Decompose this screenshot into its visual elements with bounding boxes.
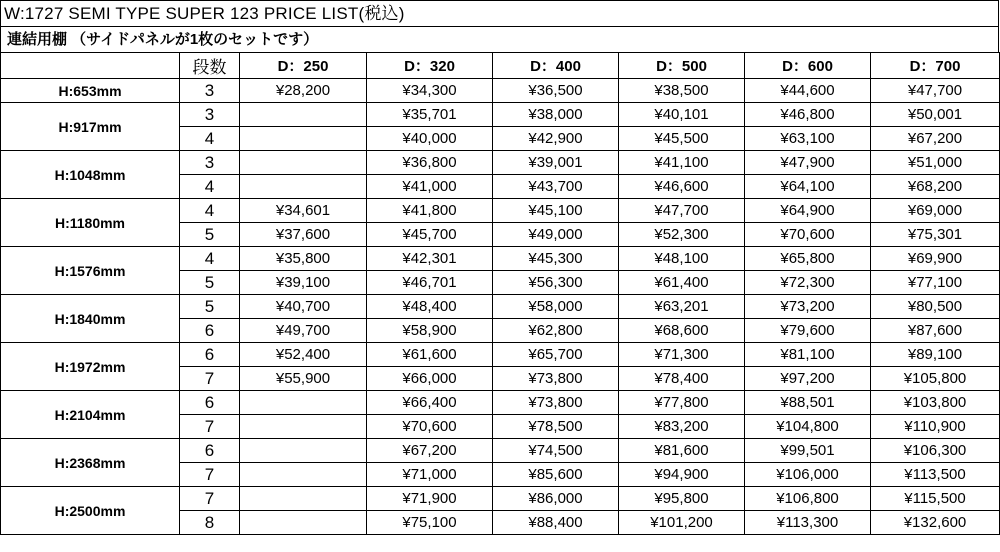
height-label-cell: H:2500mm — [1, 487, 180, 535]
price-cell: ¥97,200 — [745, 367, 871, 391]
price-cell — [240, 175, 367, 199]
price-cell: ¥106,300 — [871, 439, 1000, 463]
table-row — [1, 439, 1000, 463]
height-label-cell: H:1180mm — [1, 199, 180, 247]
depth-column-header: D：250 — [240, 53, 367, 79]
price-table-body — [1, 79, 1000, 535]
stage-count-cell: 7 — [180, 367, 240, 391]
price-cell: ¥132,600 — [871, 511, 1000, 535]
price-cell: ¥40,000 — [367, 127, 493, 151]
price-cell: ¥77,100 — [871, 271, 1000, 295]
stage-count-cell: 4 — [180, 247, 240, 271]
price-cell: ¥106,800 — [745, 487, 871, 511]
table-row — [1, 199, 1000, 223]
stage-count-cell: 8 — [180, 511, 240, 535]
price-cell: ¥47,700 — [871, 79, 1000, 103]
price-cell — [240, 127, 367, 151]
price-cell: ¥35,701 — [367, 103, 493, 127]
stage-count-cell: 3 — [180, 103, 240, 127]
table-row — [1, 391, 1000, 415]
table-row — [1, 151, 1000, 175]
price-cell: ¥49,700 — [240, 319, 367, 343]
price-cell: ¥83,200 — [619, 415, 745, 439]
price-cell: ¥73,200 — [745, 295, 871, 319]
price-table — [0, 52, 1000, 535]
price-cell: ¥64,100 — [745, 175, 871, 199]
price-cell: ¥72,300 — [745, 271, 871, 295]
price-cell: ¥47,900 — [745, 151, 871, 175]
price-cell: ¥95,800 — [619, 487, 745, 511]
table-row — [1, 487, 1000, 511]
price-cell: ¥48,400 — [367, 295, 493, 319]
price-cell: ¥45,700 — [367, 223, 493, 247]
price-cell: ¥99,501 — [745, 439, 871, 463]
price-cell: ¥36,800 — [367, 151, 493, 175]
price-cell: ¥41,100 — [619, 151, 745, 175]
price-cell: ¥71,900 — [367, 487, 493, 511]
price-cell: ¥56,300 — [493, 271, 619, 295]
price-cell: ¥81,100 — [745, 343, 871, 367]
height-label-cell: H:1048mm — [1, 151, 180, 199]
price-cell: ¥66,400 — [367, 391, 493, 415]
price-cell: ¥44,600 — [745, 79, 871, 103]
price-cell: ¥115,500 — [871, 487, 1000, 511]
price-cell: ¥87,600 — [871, 319, 1000, 343]
price-cell: ¥40,101 — [619, 103, 745, 127]
price-cell: ¥110,900 — [871, 415, 1000, 439]
table-row — [1, 343, 1000, 367]
stage-count-cell: 5 — [180, 223, 240, 247]
price-cell — [240, 439, 367, 463]
price-cell: ¥65,700 — [493, 343, 619, 367]
height-column-header — [1, 53, 180, 79]
price-list-title: W:1727 SEMI TYPE SUPER 123 PRICE LIST(税込) — [0, 0, 999, 26]
price-cell: ¥86,000 — [493, 487, 619, 511]
stage-count-cell: 7 — [180, 487, 240, 511]
stage-count-cell: 3 — [180, 79, 240, 103]
depth-column-header: D：700 — [871, 53, 1000, 79]
height-label-cell: H:2368mm — [1, 439, 180, 487]
price-cell: ¥36,500 — [493, 79, 619, 103]
stage-count-cell: 3 — [180, 151, 240, 175]
header-row — [1, 53, 1000, 79]
price-cell: ¥41,000 — [367, 175, 493, 199]
price-cell: ¥68,200 — [871, 175, 1000, 199]
price-cell: ¥40,700 — [240, 295, 367, 319]
price-cell — [240, 511, 367, 535]
stage-count-cell: 5 — [180, 271, 240, 295]
price-cell: ¥94,900 — [619, 463, 745, 487]
price-cell: ¥101,200 — [619, 511, 745, 535]
price-cell: ¥58,900 — [367, 319, 493, 343]
height-label-cell: H:1972mm — [1, 343, 180, 391]
price-cell — [240, 103, 367, 127]
price-cell — [240, 415, 367, 439]
price-cell: ¥64,900 — [745, 199, 871, 223]
price-cell: ¥55,900 — [240, 367, 367, 391]
price-cell: ¥38,500 — [619, 79, 745, 103]
price-cell: ¥49,000 — [493, 223, 619, 247]
price-cell: ¥34,601 — [240, 199, 367, 223]
price-cell: ¥113,500 — [871, 463, 1000, 487]
price-cell: ¥28,200 — [240, 79, 367, 103]
price-cell: ¥74,500 — [493, 439, 619, 463]
price-cell: ¥71,300 — [619, 343, 745, 367]
price-cell: ¥35,800 — [240, 247, 367, 271]
price-cell: ¥52,300 — [619, 223, 745, 247]
stage-count-cell: 6 — [180, 439, 240, 463]
stage-column-header: 段数 — [180, 53, 240, 79]
price-list-subtitle: 連結用棚 （サイドパネルが1枚のセットです） — [0, 26, 999, 52]
price-cell: ¥77,800 — [619, 391, 745, 415]
price-cell: ¥45,300 — [493, 247, 619, 271]
price-cell: ¥70,600 — [367, 415, 493, 439]
price-cell: ¥42,301 — [367, 247, 493, 271]
price-cell — [240, 391, 367, 415]
price-cell: ¥68,600 — [619, 319, 745, 343]
stage-count-cell: 6 — [180, 343, 240, 367]
price-cell: ¥113,300 — [745, 511, 871, 535]
price-cell: ¥52,400 — [240, 343, 367, 367]
price-cell: ¥65,800 — [745, 247, 871, 271]
price-cell: ¥89,100 — [871, 343, 1000, 367]
price-cell: ¥73,800 — [493, 367, 619, 391]
depth-column-header: D：600 — [745, 53, 871, 79]
price-cell: ¥45,500 — [619, 127, 745, 151]
price-cell: ¥46,600 — [619, 175, 745, 199]
stage-count-cell: 7 — [180, 463, 240, 487]
price-cell: ¥78,500 — [493, 415, 619, 439]
height-label-cell: H:1840mm — [1, 295, 180, 343]
price-cell: ¥75,301 — [871, 223, 1000, 247]
table-row — [1, 103, 1000, 127]
price-cell: ¥61,400 — [619, 271, 745, 295]
price-cell: ¥70,600 — [745, 223, 871, 247]
price-cell: ¥63,201 — [619, 295, 745, 319]
price-cell: ¥85,600 — [493, 463, 619, 487]
price-cell: ¥79,600 — [745, 319, 871, 343]
price-cell: ¥46,800 — [745, 103, 871, 127]
stage-count-cell: 4 — [180, 199, 240, 223]
price-cell: ¥42,900 — [493, 127, 619, 151]
stage-count-cell: 4 — [180, 175, 240, 199]
price-cell: ¥66,000 — [367, 367, 493, 391]
price-cell: ¥104,800 — [745, 415, 871, 439]
price-cell: ¥37,600 — [240, 223, 367, 247]
table-row — [1, 247, 1000, 271]
price-cell: ¥69,900 — [871, 247, 1000, 271]
height-label-cell: H:1576mm — [1, 247, 180, 295]
table-row — [1, 79, 1000, 103]
depth-column-header: D：400 — [493, 53, 619, 79]
stage-count-cell: 6 — [180, 391, 240, 415]
price-cell: ¥80,500 — [871, 295, 1000, 319]
price-cell: ¥81,600 — [619, 439, 745, 463]
price-cell: ¥58,000 — [493, 295, 619, 319]
price-cell: ¥73,800 — [493, 391, 619, 415]
price-cell: ¥62,800 — [493, 319, 619, 343]
price-cell: ¥75,100 — [367, 511, 493, 535]
height-label-cell: H:653mm — [1, 79, 180, 103]
price-cell: ¥69,000 — [871, 199, 1000, 223]
price-cell: ¥103,800 — [871, 391, 1000, 415]
price-cell: ¥45,100 — [493, 199, 619, 223]
depth-column-header: D：500 — [619, 53, 745, 79]
price-cell: ¥48,100 — [619, 247, 745, 271]
price-cell: ¥47,700 — [619, 199, 745, 223]
price-cell: ¥43,700 — [493, 175, 619, 199]
price-cell: ¥106,000 — [745, 463, 871, 487]
price-cell: ¥51,000 — [871, 151, 1000, 175]
price-cell — [240, 487, 367, 511]
price-cell: ¥61,600 — [367, 343, 493, 367]
price-cell: ¥67,200 — [367, 439, 493, 463]
price-cell: ¥63,100 — [745, 127, 871, 151]
stage-count-cell: 5 — [180, 295, 240, 319]
stage-count-cell: 6 — [180, 319, 240, 343]
price-cell: ¥67,200 — [871, 127, 1000, 151]
stage-count-cell: 4 — [180, 127, 240, 151]
price-cell: ¥41,800 — [367, 199, 493, 223]
price-cell: ¥39,100 — [240, 271, 367, 295]
price-cell: ¥38,000 — [493, 103, 619, 127]
table-row — [1, 295, 1000, 319]
height-label-cell: H:2104mm — [1, 391, 180, 439]
price-cell: ¥46,701 — [367, 271, 493, 295]
height-label-cell: H:917mm — [1, 103, 180, 151]
depth-column-header: D：320 — [367, 53, 493, 79]
price-cell: ¥50,001 — [871, 103, 1000, 127]
price-cell: ¥105,800 — [871, 367, 1000, 391]
price-cell: ¥88,501 — [745, 391, 871, 415]
price-cell — [240, 463, 367, 487]
price-cell: ¥34,300 — [367, 79, 493, 103]
price-cell: ¥71,000 — [367, 463, 493, 487]
stage-count-cell: 7 — [180, 415, 240, 439]
price-cell: ¥78,400 — [619, 367, 745, 391]
price-cell — [240, 151, 367, 175]
price-cell: ¥39,001 — [493, 151, 619, 175]
price-cell: ¥88,400 — [493, 511, 619, 535]
